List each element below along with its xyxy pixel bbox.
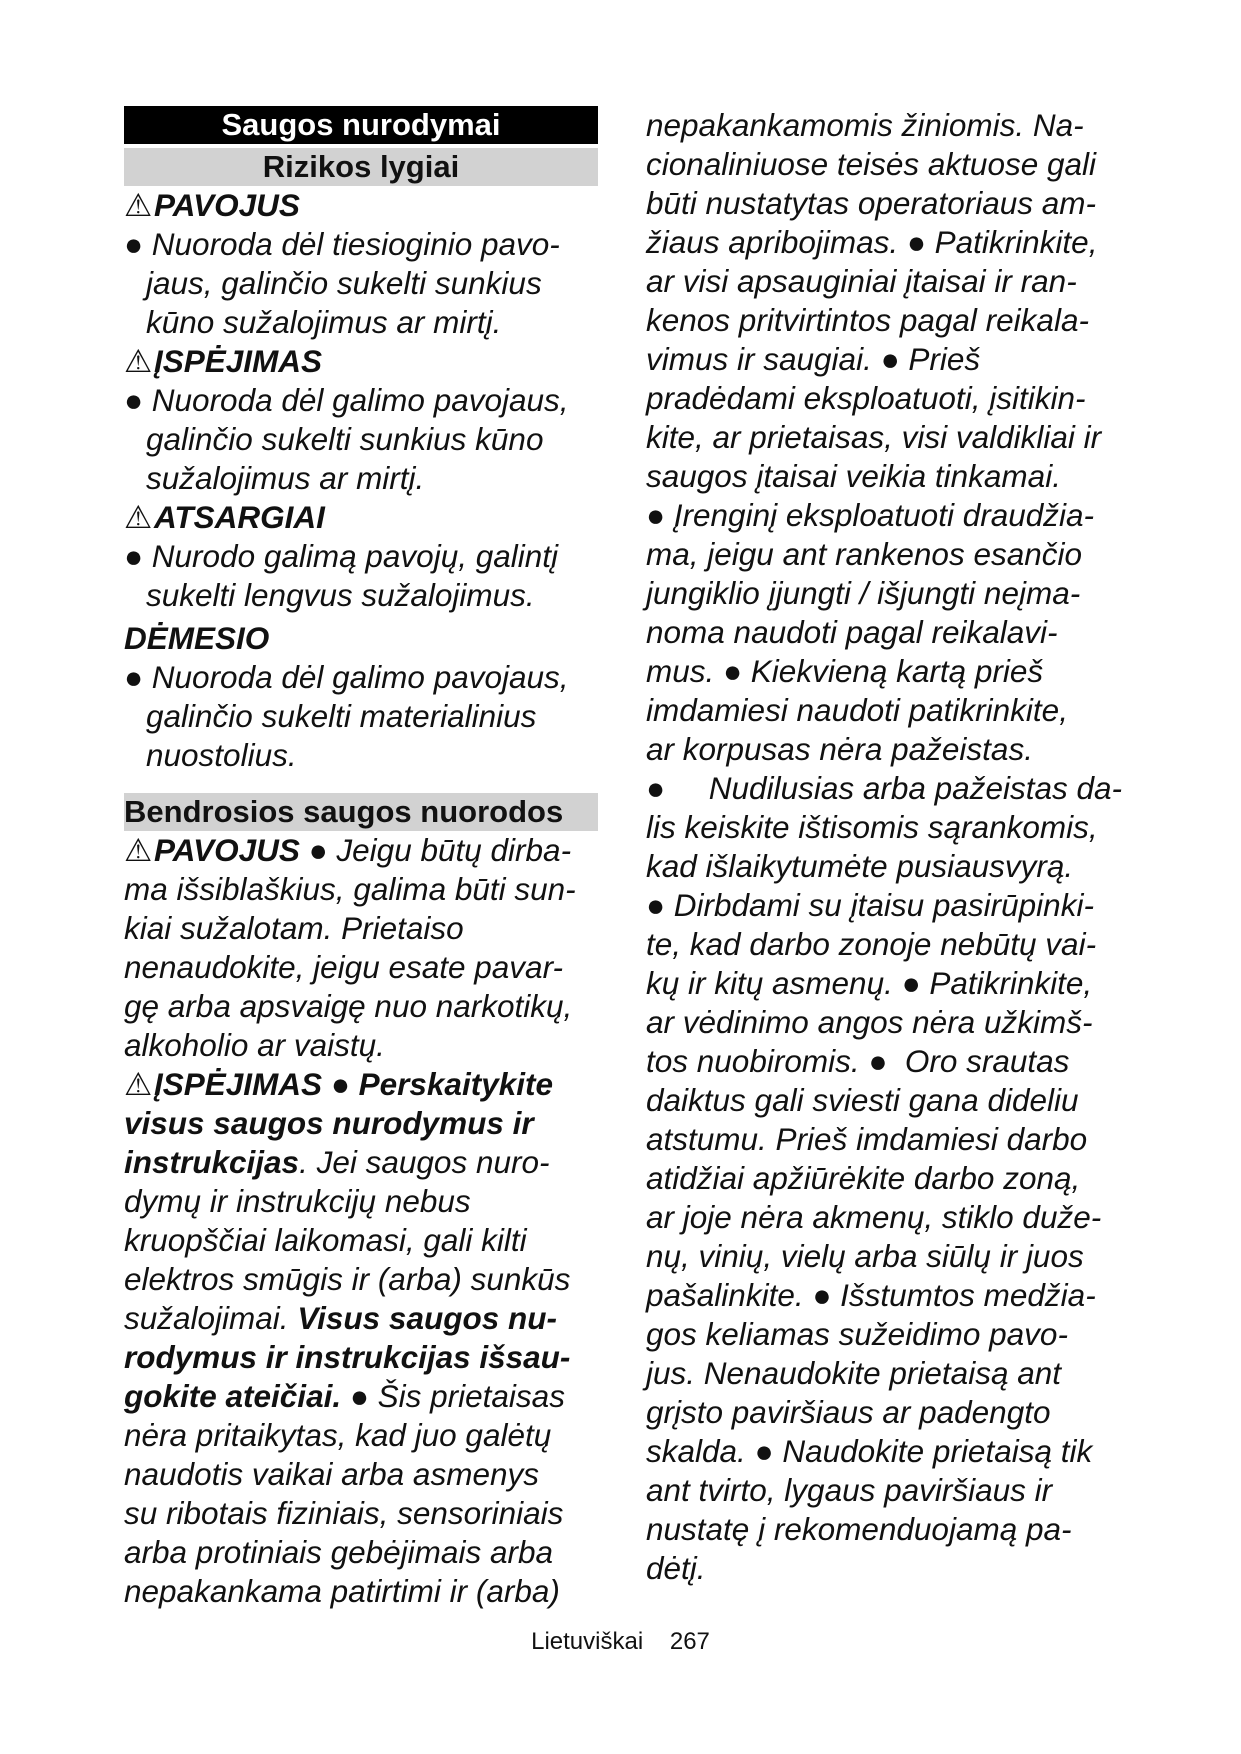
text-line: arba protiniais gebėjimais arba <box>124 1534 553 1570</box>
text-line: ● Šis prietaisas <box>341 1378 565 1414</box>
level-caution-text-1: ● Nurodo galimą pavojų, galintį <box>124 538 559 574</box>
page-number: 267 <box>669 1628 710 1655</box>
text-line-bold: visus saugos nurodymus ir <box>124 1105 534 1141</box>
text-line: kite, ar prietaisas, visi valdikliai ir <box>646 419 1102 455</box>
text-line: ● Jeigu būtų dirba- <box>308 832 572 868</box>
section-subtitle: Rizikos lygiai <box>124 148 598 186</box>
text-line: skalda. ● Naudokite prietaisą tik <box>646 1433 1093 1469</box>
text-line: nepakankama patirtimi ir (arba) <box>124 1573 560 1609</box>
text-line-bold: Visus saugos nu- <box>297 1300 557 1336</box>
level-danger <box>124 186 598 342</box>
warning-triangle-icon: ⚠ <box>124 343 153 379</box>
warning-triangle-icon: ⚠ <box>124 187 153 223</box>
text-line: nėra pritaikytas, kad juo galėtų <box>124 1417 552 1453</box>
level-caution-name: ATSARGIAI <box>154 499 325 535</box>
text-line: su ribotais fiziniais, sensoriniais <box>124 1495 564 1531</box>
level-warning-name: ĮSPĖJIMAS <box>154 343 323 379</box>
text-line: būti nustatytas operatoriaus am- <box>646 185 1096 221</box>
right-column <box>646 106 1134 1588</box>
level-notice-text-2: galinčio sukelti materialinius <box>146 698 537 734</box>
text-line: kų ir kitų asmenų. ● Patikrinkite, <box>646 965 1093 1001</box>
text-line: atstumu. Prieš imdamiesi darbo <box>646 1121 1088 1157</box>
level-warning-text-2: galinčio sukelti sunkius kūno <box>146 421 544 457</box>
text-line: ar vėdinimo angos nėra užkimš- <box>646 1004 1093 1040</box>
text-line: naudotis vaikai arba asmenys <box>124 1456 539 1492</box>
text-line: cionaliniuose teisės aktuose gali <box>646 146 1097 182</box>
text-line: ● Nudilusias arba pažeistas da- <box>646 770 1123 806</box>
general-safety-text <box>124 831 598 1611</box>
level-danger-text-1: ● Nuoroda dėl tiesioginio pavo- <box>124 226 560 262</box>
text-line: imdamiesi naudoti patikrinkite, <box>646 692 1068 728</box>
level-notice-text-1: ● Nuoroda dėl galimo pavojaus, <box>124 659 569 695</box>
text-line: nustatę į rekomenduojamą pa- <box>646 1511 1072 1547</box>
text-line: nepakankamomis žiniomis. Na- <box>646 107 1084 143</box>
text-line: ant tvirto, lygaus paviršiaus ir <box>646 1472 1053 1508</box>
text-line: elektros smūgis ir (arba) sunkūs <box>124 1261 571 1297</box>
text-line: nenaudokite, jeigu esate pavar- <box>124 949 563 985</box>
left-column <box>124 106 598 1611</box>
text-line: ar joje nėra akmenų, stiklo duže- <box>646 1199 1102 1235</box>
level-warning <box>124 342 598 498</box>
text-line: alkoholio ar vaistų. <box>124 1027 385 1063</box>
text-line-bold: ● Perskaitykite <box>330 1066 553 1102</box>
text-line: kiai sužalotam. Prietaiso <box>124 910 464 946</box>
level-danger-text-3: kūno sužalojimus ar mirtį. <box>146 304 502 340</box>
text-line: grįsto paviršiaus ar padengto <box>646 1394 1051 1430</box>
text-line: ar korpusas nėra pažeistas. <box>646 731 1033 767</box>
general-safety-heading: Bendrosios saugos nuorodos <box>124 793 598 831</box>
text-line: saugos įtaisai veikia tinkamai. <box>646 458 1061 494</box>
footer-language: Lietuviškai <box>531 1628 644 1655</box>
text-line: lis keiskite ištisomis sąrankomis, <box>646 809 1098 845</box>
text-line: pradėdami eksploatuoti, įsitikin- <box>646 380 1086 416</box>
text-line: pašalinkite. ● Išstumtos medžia- <box>646 1277 1096 1313</box>
text-line: tos nuobiromis. ● Oro srautas <box>646 1043 1070 1079</box>
text-line: ar visi apsauginiai įtaisai ir ran- <box>646 263 1077 299</box>
level-danger-text-2: jaus, galinčio sukelti sunkius <box>146 265 542 301</box>
text-line: jungiklio įjungti / išjungti neįma- <box>646 575 1081 611</box>
level-caution <box>124 498 598 615</box>
text-line: ma, jeigu ant rankenos esančio <box>646 536 1083 572</box>
level-notice-name: DĖMESIO <box>124 620 270 656</box>
text-line: nų, vinių, vielų arba siūlų ir juos <box>646 1238 1084 1274</box>
text-line: vimus ir saugiai. ● Prieš <box>646 341 981 377</box>
level-notice-text-3: nuostolius. <box>146 737 297 773</box>
page-footer <box>0 1628 1241 1656</box>
text-line: ma išsiblaškius, galima būti sun- <box>124 871 576 907</box>
level-caution-text-2: sukelti lengvus sužalojimus. <box>146 577 535 613</box>
text-line: jus. Nenaudokite prietaisą ant <box>646 1355 1062 1391</box>
text-line: dėtį. <box>646 1550 706 1586</box>
text-line-bold: rodymus ir instrukcijas išsau- <box>124 1339 571 1375</box>
text-line: gę arba apsvaigę nuo narkotikų, <box>124 988 573 1024</box>
text-line-bold: gokite ateičiai. <box>124 1378 342 1414</box>
text-line-bold: instrukcijas <box>124 1144 300 1180</box>
general-warning-label: ĮSPĖJIMAS <box>154 1066 323 1102</box>
text-line: te, kad darbo zonoje nebūtų vai- <box>646 926 1097 962</box>
text-line: gos keliamas sužeidimo pavo- <box>646 1316 1068 1352</box>
text-line: žiaus apribojimas. ● Patikrinkite, <box>646 224 1098 260</box>
level-notice <box>124 619 598 775</box>
level-warning-text-3: sužalojimus ar mirtį. <box>146 460 425 496</box>
section-title: Saugos nurodymai <box>124 106 598 144</box>
text-line: daiktus gali sviesti gana dideliu <box>646 1082 1079 1118</box>
text-line: dymų ir instrukcijų nebus <box>124 1183 471 1219</box>
text-line: ● Įrenginį eksploatuoti draudžia- <box>646 497 1095 533</box>
warning-triangle-icon: ⚠ <box>124 499 153 535</box>
level-warning-text-1: ● Nuoroda dėl galimo pavojaus, <box>124 382 569 418</box>
text-line: kad išlaikytumėte pusiausvyrą. <box>646 848 1074 884</box>
level-danger-name: PAVOJUS <box>154 187 300 223</box>
warning-triangle-icon: ⚠ <box>124 1066 153 1102</box>
text-line: atidžiai apžiūrėkite darbo zoną, <box>646 1160 1081 1196</box>
warning-triangle-icon: ⚠ <box>124 832 153 868</box>
text-line: . Jei saugos nuro- <box>299 1144 550 1180</box>
text-line: kenos pritvirtintos pagal reikala- <box>646 302 1089 338</box>
text-line: sužalojimai. <box>124 1300 298 1336</box>
text-line: noma naudoti pagal reikalavi- <box>646 614 1058 650</box>
text-line: mus. ● Kiekvieną kartą prieš <box>646 653 1044 689</box>
general-danger-label: PAVOJUS <box>154 832 300 868</box>
text-line: ● Dirbdami su įtaisu pasirūpinki- <box>646 887 1094 923</box>
text-line: kruopščiai laikomasi, gali kilti <box>124 1222 527 1258</box>
